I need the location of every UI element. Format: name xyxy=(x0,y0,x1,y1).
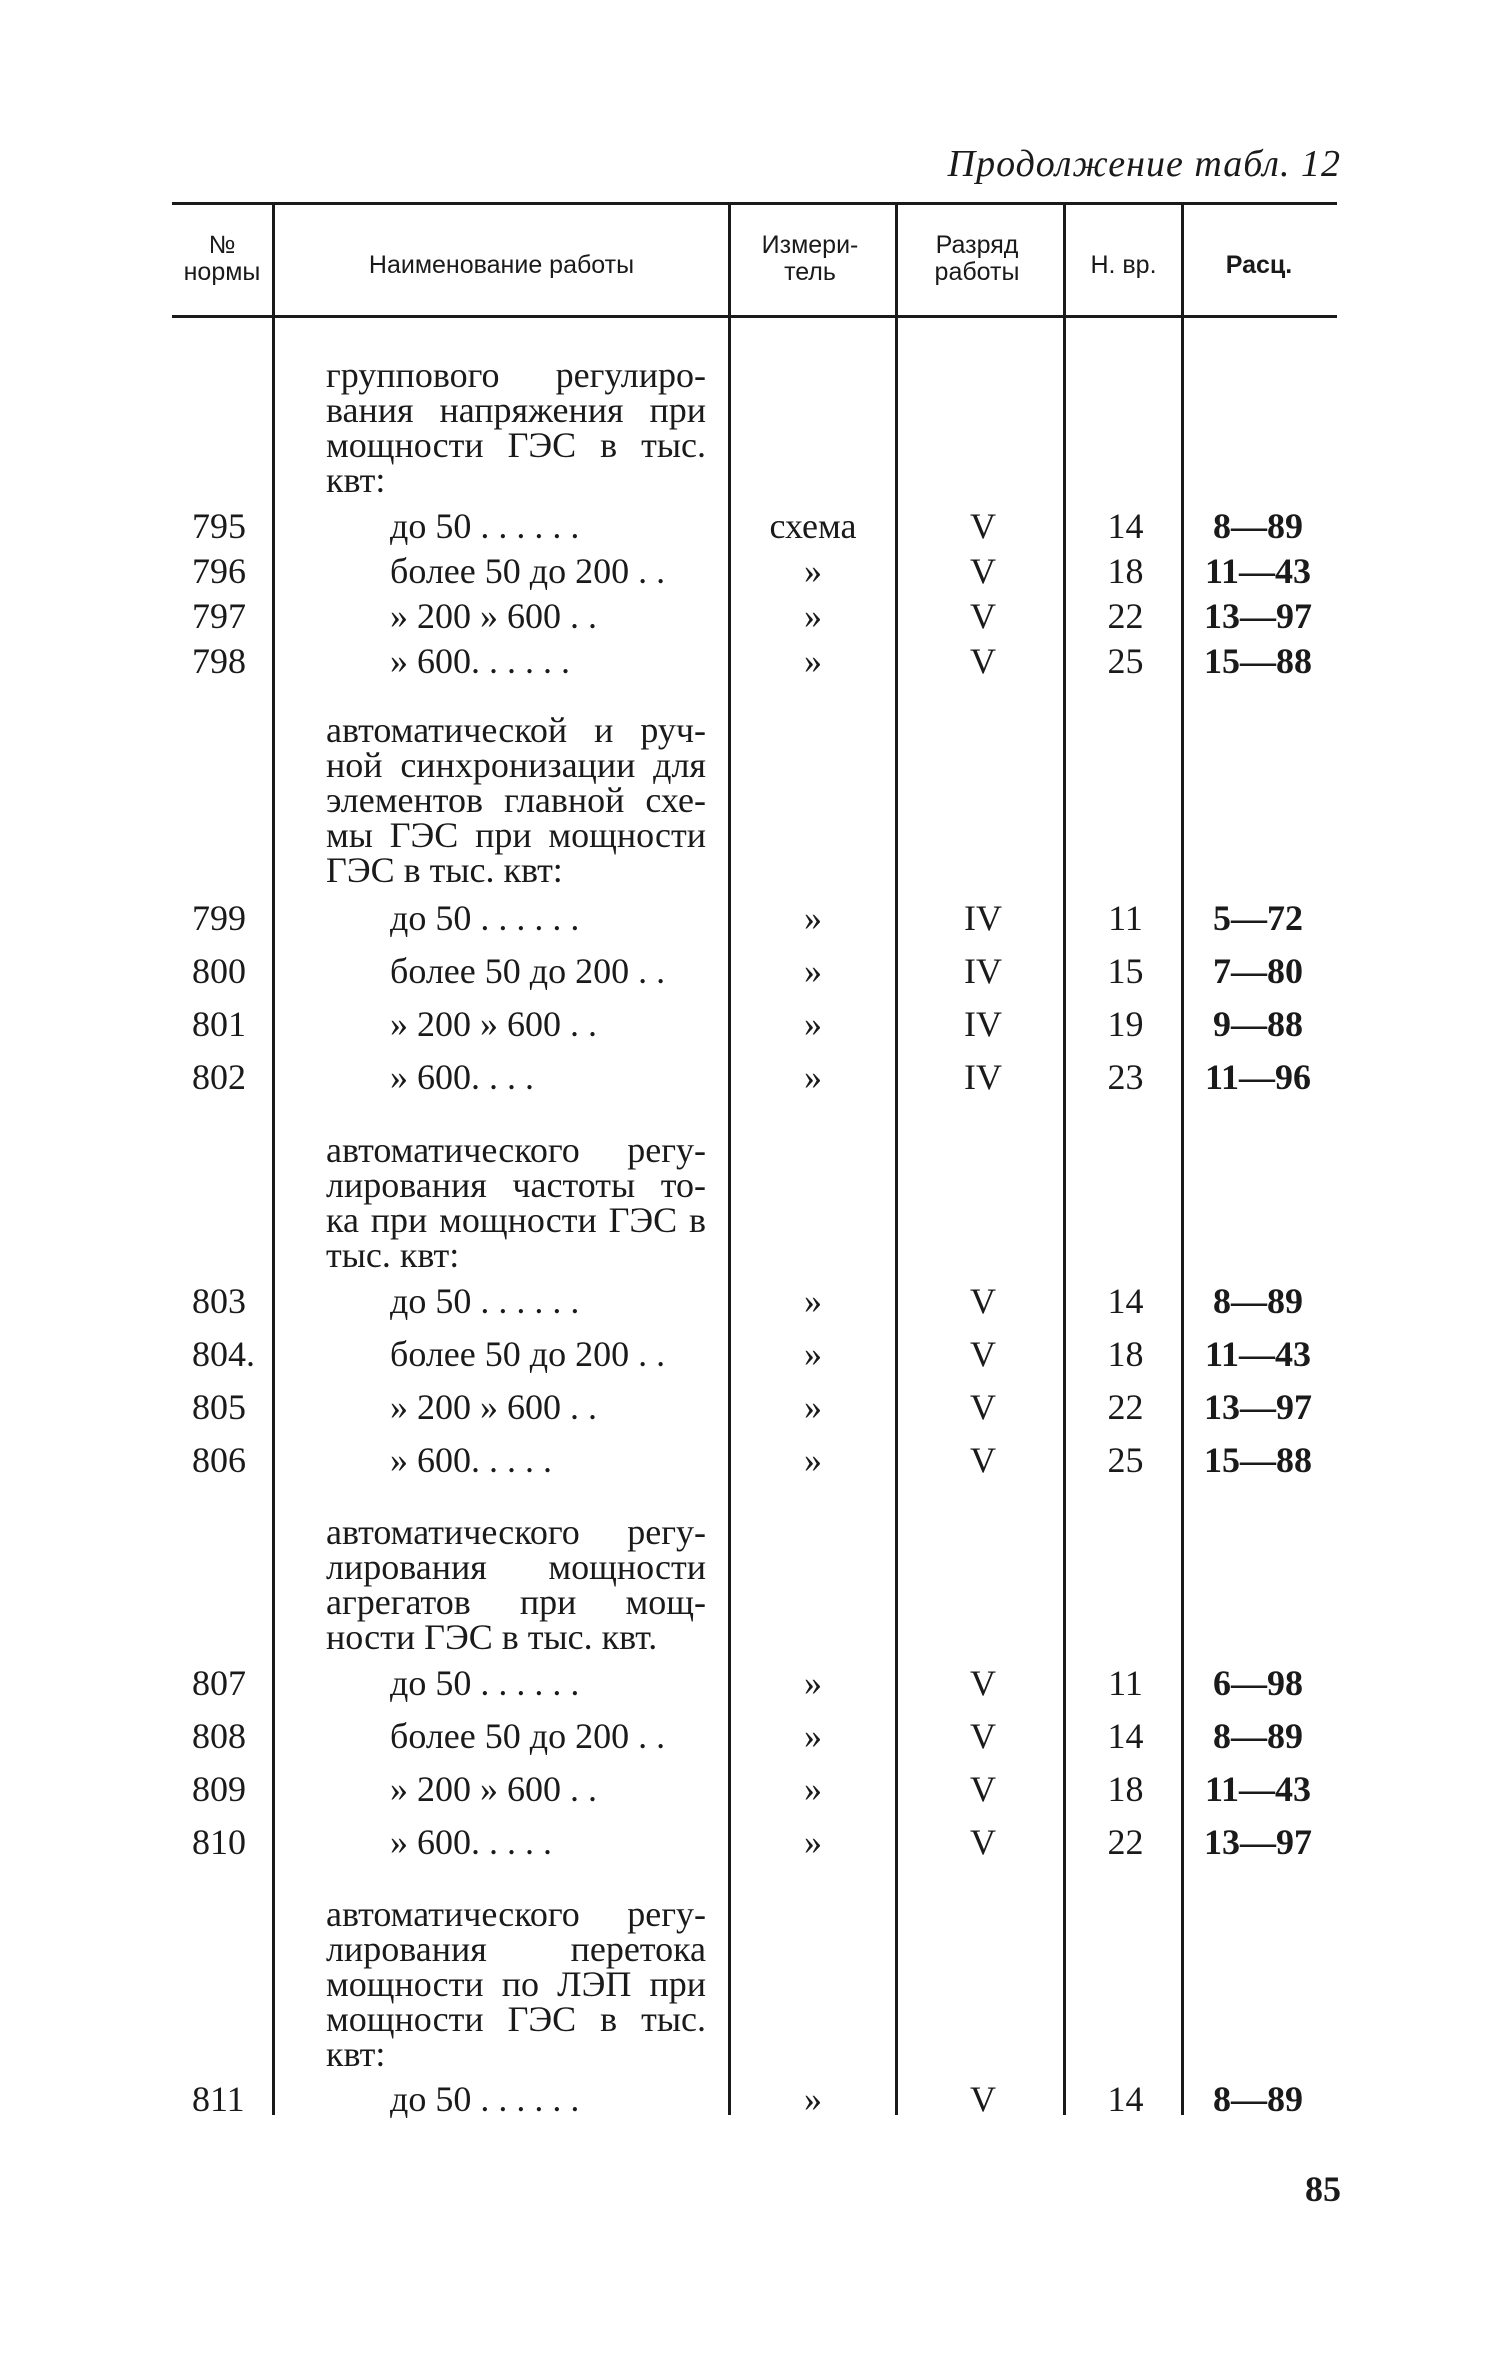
row-measure: » xyxy=(804,1004,822,1044)
row-price: 9—88 xyxy=(1213,1004,1303,1044)
row-time: 18 xyxy=(1107,1769,1144,1809)
row-grade: IV xyxy=(964,1004,1002,1044)
row-grade: IV xyxy=(964,1057,1002,1097)
row-num: 800 xyxy=(192,951,246,991)
row-price: 15—88 xyxy=(1204,1440,1312,1480)
row-name: » 200 » 600 . . xyxy=(390,596,597,636)
row-measure: » xyxy=(804,898,822,938)
row-measure: » xyxy=(804,1281,822,1321)
row-grade: V xyxy=(970,641,996,681)
row-measure: » xyxy=(804,1057,822,1097)
row-name: более 50 до 200 . . xyxy=(390,951,666,991)
row-grade: V xyxy=(970,1663,996,1703)
row-name: » 600. . . . . . xyxy=(390,641,570,681)
group-title: автоматического регу- лирования мощности агрегатов при мощ- ности ГЭС в тыс. квт. xyxy=(326,1512,706,1657)
row-price: 13—97 xyxy=(1204,596,1312,636)
page-number: 85 xyxy=(1305,2169,1341,2209)
header-price xyxy=(1184,252,1334,279)
row-grade: IV xyxy=(964,951,1002,991)
col-rule-1 xyxy=(272,205,275,2115)
row-measure: » xyxy=(804,2079,822,2119)
header-grade xyxy=(912,232,1042,286)
row-price: 11—43 xyxy=(1204,1769,1311,1809)
row-num: 797 xyxy=(192,596,246,636)
header-num-label: № нормы xyxy=(183,231,261,286)
row-time: 18 xyxy=(1107,1334,1144,1374)
row-price: 8—89 xyxy=(1213,506,1303,546)
row-time: 19 xyxy=(1107,1004,1144,1044)
row-price: 5—72 xyxy=(1213,898,1303,938)
row-num: 798 xyxy=(192,641,246,681)
row-name: » 200 » 600 . . xyxy=(390,1769,597,1809)
row-time: 11 xyxy=(1108,1663,1143,1703)
row-measure: » xyxy=(804,551,822,591)
row-name: более 50 до 200 . . xyxy=(390,1334,666,1374)
row-time: 22 xyxy=(1107,1387,1144,1427)
row-name: до 50 . . . . . . xyxy=(390,1663,580,1703)
row-grade: V xyxy=(970,1716,996,1756)
row-num: 795 xyxy=(192,506,246,546)
row-grade: V xyxy=(970,1822,996,1862)
row-price: 7—80 xyxy=(1213,951,1303,991)
row-measure: » xyxy=(804,1440,822,1480)
header-price-label: Расц. xyxy=(1225,251,1293,279)
row-grade: V xyxy=(970,551,996,591)
row-grade: V xyxy=(970,1334,996,1374)
row-num: 802 xyxy=(192,1057,246,1097)
row-measure: » xyxy=(804,1387,822,1427)
row-time: 14 xyxy=(1107,506,1144,546)
header-time-label: Н. вр. xyxy=(1090,251,1157,279)
row-measure: схема xyxy=(769,506,857,546)
row-name: » 600. . . . . xyxy=(390,1440,552,1480)
row-name: до 50 . . . . . . xyxy=(390,898,580,938)
row-num: 809 xyxy=(192,1769,246,1809)
row-measure: » xyxy=(804,1822,822,1862)
row-name: » 200 » 600 . . xyxy=(390,1004,597,1044)
row-price: 13—97 xyxy=(1204,1822,1312,1862)
header-time xyxy=(1066,252,1181,279)
row-name: до 50 . . . . . . xyxy=(390,1281,580,1321)
header-name-label: Наименование работы xyxy=(368,251,635,279)
row-measure: » xyxy=(804,1663,822,1703)
row-grade: V xyxy=(970,596,996,636)
row-price: 13—97 xyxy=(1204,1387,1312,1427)
row-name: до 50 . . . . . . xyxy=(390,2079,580,2119)
row-name: до 50 . . . . . . xyxy=(390,506,580,546)
header-name xyxy=(275,252,728,279)
row-price: 15—88 xyxy=(1204,641,1312,681)
row-grade: V xyxy=(970,1281,996,1321)
row-num: 807 xyxy=(192,1663,246,1703)
row-measure: » xyxy=(804,1334,822,1374)
row-time: 23 xyxy=(1107,1057,1144,1097)
row-name: более 50 до 200 . . xyxy=(390,551,666,591)
row-grade: V xyxy=(970,506,996,546)
row-name: более 50 до 200 . . xyxy=(390,1716,666,1756)
row-num: 803 xyxy=(192,1281,246,1321)
row-time: 14 xyxy=(1107,2079,1144,2119)
header-num xyxy=(172,232,272,286)
row-price: 8—89 xyxy=(1213,1716,1303,1756)
row-price: 11—96 xyxy=(1204,1057,1311,1097)
row-num: 801 xyxy=(192,1004,246,1044)
row-num: 808 xyxy=(192,1716,246,1756)
table-caption: Продолжение табл. 12 xyxy=(947,143,1341,185)
row-time: 14 xyxy=(1107,1281,1144,1321)
row-num: 796 xyxy=(192,551,246,591)
row-name: » 600. . . . . xyxy=(390,1822,552,1862)
row-name: » 600. . . . xyxy=(390,1057,534,1097)
group-title: автоматической и руч- ной синхронизации для элементов главной схе- мы ГЭС при мощности ГЭС в тыс. квт: xyxy=(326,710,706,890)
row-time: 18 xyxy=(1107,551,1144,591)
row-grade: IV xyxy=(964,898,1002,938)
row-price: 8—89 xyxy=(1213,2079,1303,2119)
row-price: 8—89 xyxy=(1213,1281,1303,1321)
row-price: 11—43 xyxy=(1204,1334,1311,1374)
group-title: группового регулиро- вания напряжения при мощности ГЭС в тыс. квт: xyxy=(326,355,706,500)
row-num: 799 xyxy=(192,898,246,938)
header-grade-label: Разряд работы xyxy=(934,231,1020,286)
group-title: автоматического регу- лирования частоты то- ка при мощности ГЭС в тыс. квт: xyxy=(326,1130,706,1275)
row-time: 22 xyxy=(1107,596,1144,636)
header-measure xyxy=(745,232,875,286)
row-measure: » xyxy=(804,1769,822,1809)
row-time: 25 xyxy=(1107,641,1144,681)
group-title: автоматического регу- лирования перетока мощности по ЛЭП при мощности ГЭС в тыс. квт: xyxy=(326,1894,706,2074)
row-name: » 200 » 600 . . xyxy=(390,1387,597,1427)
row-time: 25 xyxy=(1107,1440,1144,1480)
row-num: 811 xyxy=(192,2079,245,2119)
row-time: 22 xyxy=(1107,1822,1144,1862)
header-top-rule xyxy=(172,202,1337,205)
row-price: 11—43 xyxy=(1204,551,1311,591)
row-measure: » xyxy=(804,951,822,991)
row-num: 806 xyxy=(192,1440,246,1480)
row-grade: V xyxy=(970,1769,996,1809)
row-measure: » xyxy=(804,641,822,681)
header-bottom-rule xyxy=(172,315,1337,318)
col-rule-2 xyxy=(728,205,731,2115)
row-num: 804. xyxy=(192,1334,255,1374)
row-measure: » xyxy=(804,1716,822,1756)
row-price: 6—98 xyxy=(1213,1663,1303,1703)
header-measure-label: Измери- тель xyxy=(761,231,859,286)
row-grade: V xyxy=(970,1440,996,1480)
row-time: 11 xyxy=(1108,898,1143,938)
row-measure: » xyxy=(804,596,822,636)
row-num: 805 xyxy=(192,1387,246,1427)
row-num: 810 xyxy=(192,1822,246,1862)
row-grade: V xyxy=(970,2079,996,2119)
row-time: 14 xyxy=(1107,1716,1144,1756)
row-time: 15 xyxy=(1107,951,1144,991)
row-grade: V xyxy=(970,1387,996,1427)
